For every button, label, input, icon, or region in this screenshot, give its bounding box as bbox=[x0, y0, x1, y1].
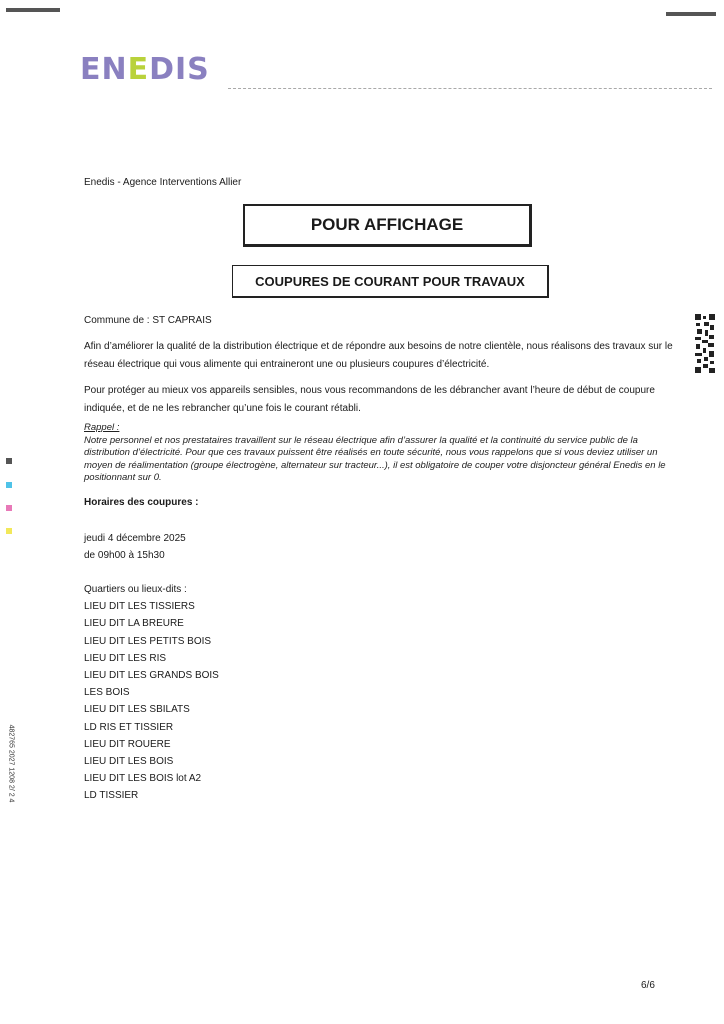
title-text: POUR AFFICHAGE bbox=[310, 215, 464, 234]
list-item: LIEU DIT LES PETITS BOIS bbox=[84, 635, 212, 647]
qr-code-icon bbox=[694, 313, 716, 375]
agency-name: Enedis - Agence Interventions Allier bbox=[84, 177, 242, 188]
title-box bbox=[243, 204, 532, 247]
rappel-block bbox=[84, 422, 674, 485]
list-item: LES BOIS bbox=[84, 687, 130, 699]
list-item: LIEU DIT LES SBILATS bbox=[84, 704, 190, 716]
registration-square-icon bbox=[6, 482, 12, 488]
schedule-date: jeudi 4 décembre 2025 bbox=[84, 533, 186, 544]
paragraph-protect: Pour protéger au mieux vos appareils sensibles, nous vous recommandons de les débrancher avant l’heure de début de coupure indiquée, et de ne les rebrancher qu’une fois le courant rétabli. bbox=[84, 385, 655, 414]
page-number: 6/6 bbox=[641, 980, 655, 991]
subtitle-box bbox=[232, 265, 549, 298]
schedule-time: de 09h00 à 15h30 bbox=[84, 550, 165, 561]
registration-square-icon bbox=[6, 528, 12, 534]
places-list bbox=[84, 581, 219, 805]
paragraph-intro: Afin d’améliorer la qualité de la distribution électrique et de répondre aux besoins de notre clientèle, nous réalisons des travaux sur le réseau électrique qui vous alimente qui entraineront une ou plusieurs coupures d’électricité. bbox=[84, 341, 673, 370]
list-item: LIEU DIT LES GRANDS BOIS bbox=[84, 670, 219, 682]
horaires-title: Horaires des coupures : bbox=[84, 497, 199, 508]
registration-square-icon bbox=[6, 505, 12, 511]
list-item: LIEU DIT LES BOIS bbox=[84, 756, 174, 768]
list-item: LIEU DIT LES TISSIERS bbox=[84, 601, 195, 613]
enedis-logo: ENEDIS bbox=[80, 52, 210, 87]
scan-mark-right bbox=[666, 12, 716, 16]
list-item: LIEU DIT ROUERE bbox=[84, 738, 171, 750]
list-item: LIEU DIT LA BREURE bbox=[84, 618, 184, 630]
list-item: LD TISSIER bbox=[84, 790, 139, 802]
rappel-text: Notre personnel et nos prestataires travaillent sur le réseau électrique afin d’assurer la qualité et la continuité du service public de la distribution d’électricité. Pour que ces travaux puissent être réalisés en toute sécurité, nous vous rappelons que si vous deviez utiliser un moyen de réalimentation (groupe électrogène, alternateur sur tracteur...), il est obligatoire de couper votre disjoncteur général Enedis en le positionnant sur 0. bbox=[84, 434, 666, 483]
commune: Commune de : ST CAPRAIS bbox=[84, 315, 212, 326]
subtitle-text: COUPURES DE COURANT POUR TRAVAUX bbox=[255, 273, 525, 289]
side-code: 482765 2027 1208 2/ 2 4 bbox=[7, 724, 15, 803]
scan-mark-left bbox=[6, 8, 60, 12]
header-rule bbox=[228, 88, 712, 89]
list-item: LD RIS ET TISSIER bbox=[84, 721, 174, 733]
registration-square-icon bbox=[6, 458, 12, 464]
list-item: LIEU DIT LES BOIS lot A2 bbox=[84, 773, 202, 785]
rappel-title: Rappel : bbox=[84, 422, 120, 433]
schedule bbox=[84, 530, 186, 564]
list-item: LIEU DIT LES RIS bbox=[84, 652, 167, 664]
places-title: Quartiers ou lieux-dits : bbox=[84, 584, 187, 595]
